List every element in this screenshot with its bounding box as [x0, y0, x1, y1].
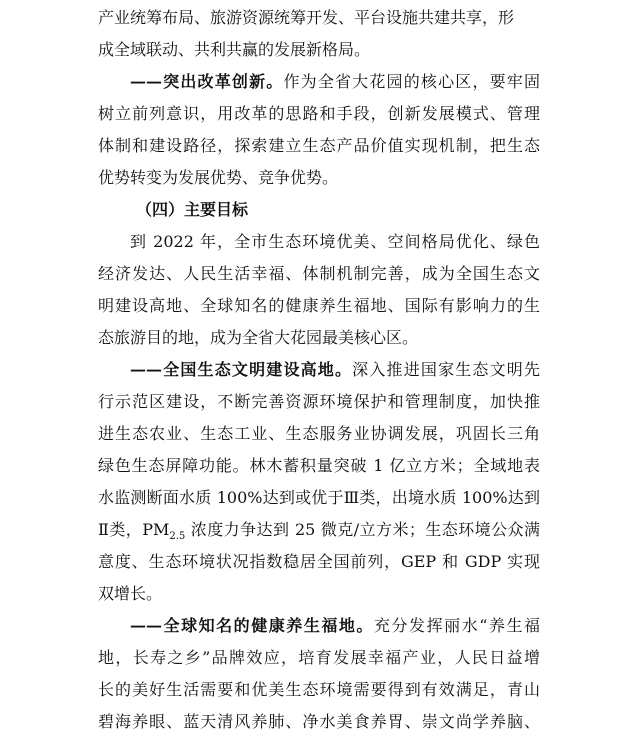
text-line: 双增长。 — [98, 584, 163, 603]
text-line: 水监测断面水质 100%达到或优于Ⅲ类，出境水质 100%达到 — [98, 488, 540, 507]
text-line: 经济发达、人民生活幸福、体制机制完善，成为全国生态文 — [98, 264, 540, 283]
text-line: 明建设高地、全球知名的健康养生福地、国际有影响力的生 — [98, 296, 540, 315]
text-line: 地，长寿之乡”品牌效应，培育发展幸福产业，人民日益增 — [98, 648, 540, 667]
text-line — [130, 66, 540, 98]
text-line: 态旅游目的地，成为全省大花园最美核心区。 — [98, 328, 419, 347]
text-line: 意度、生态环境状况指数稳居全国前列，GEP 和 GDP 实现 — [98, 552, 540, 571]
text-line: 优势转变为发展优势、竞争优势。 — [98, 168, 339, 187]
paragraph-lead: ——突出改革创新。 — [130, 72, 284, 91]
text-line — [130, 610, 540, 642]
paragraph-lead: ——全球知名的健康养生福地。 — [130, 616, 374, 635]
text-line: 进生态农业、生态工业、生态服务业协调发展，巩固长三角 — [98, 424, 540, 443]
text-run: 浓度力争达到 25 微克/立方米；生态环境公众满 — [185, 520, 540, 539]
text-line: 长的美好生活需要和优美生态环境需要得到有效满足，青山 — [98, 680, 540, 699]
text-line: 碧海养眼、蓝天清风养肺、净水美食养胃、崇文尚学养脑、 — [98, 712, 540, 731]
text-line: 成全域联动、共利共赢的发展新格局。 — [98, 40, 371, 59]
text-line: 树立前列意识，用改革的思路和手段，创新发展模式、管理 — [98, 104, 540, 123]
text-line: 到 2022 年，全市生态环境优美、空间格局优化、绿色 — [130, 232, 540, 251]
section-heading: （四）主要目标 — [136, 200, 249, 219]
text-line: 产业统筹布局、旅游资源统筹开发、平台设施共建共享，形 — [98, 8, 515, 27]
text-line: 体制和建设路径，探索建立生态产品价值实现机制，把生态 — [98, 136, 540, 155]
text-run: 作为全省大花园的核心区，要牢固 — [283, 72, 540, 91]
paragraph-lead: ——全国生态文明建设高地。 — [130, 360, 353, 379]
text-run: Ⅱ类，PM — [98, 520, 170, 539]
text-line — [130, 354, 540, 386]
text-line — [98, 514, 540, 546]
text-line: 行示范区建设，不断完善资源环境保护和管理制度，加快推 — [98, 392, 540, 411]
text-run: 深入推进国家生态文明先 — [352, 360, 540, 379]
text-line: 绿色生态屏障功能。林木蓄积量突破 1 亿立方米；全域地表 — [98, 456, 540, 475]
text-run: 充分发挥丽水“养生福 — [373, 616, 540, 635]
subscript: 2.5 — [169, 531, 186, 543]
